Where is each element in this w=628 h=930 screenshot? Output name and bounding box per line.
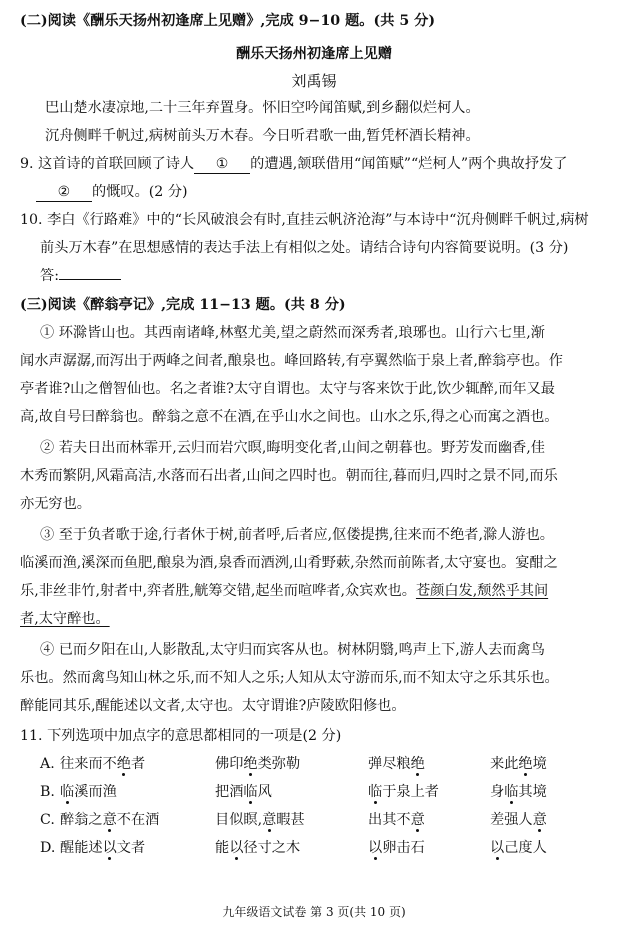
paragraph-1-line-1: ① 环滁皆山也。其西南诸峰,林壑尤美,望之蔚然而深秀者,琅琊也。山行六七里,渐 — [40, 325, 545, 341]
option-phrase — [60, 754, 145, 774]
option-phrase — [368, 754, 425, 774]
phrase-text: 文者 — [116, 840, 146, 856]
option-phrase — [60, 782, 117, 802]
phrase-text: 风 — [257, 784, 272, 800]
question-9-blank-2: ② — [36, 183, 92, 202]
phrase-text: 其境 — [518, 784, 547, 800]
poem-line-2: 沉舟侧畔千帆过,病树前头万木春。今日听君歌一曲,暂凭杯酒长精神。 — [45, 128, 480, 144]
dotted-character: 以 — [102, 840, 117, 856]
question-10-line-2: 前头万木春”在思想感情的表达手法上有相似之处。请结合诗句内容简要说明。(3 分) — [40, 240, 569, 256]
dotted-character: 意 — [262, 812, 277, 828]
underlined-sentence-end: 者,太守醉也。 — [20, 611, 110, 627]
paragraph-4-line-3: 醉能同其乐,醒能述以文者,太守也。太守谓谁?庐陵欧阳修也。 — [20, 698, 406, 714]
question-9-text-c: 的慨叹。(2 分) — [92, 184, 188, 200]
option-phrase — [490, 838, 547, 858]
option-phrase — [490, 810, 547, 830]
option-label: B. — [40, 784, 55, 800]
paragraph-3-line-3 — [20, 581, 548, 601]
option-phrase — [490, 782, 547, 802]
phrase-text: 能 — [215, 840, 230, 856]
option-phrase — [490, 754, 547, 774]
section-2-header: (二)阅读《酬乐天扬州初逢席上见赠》,完成 9−10 题。(共 5 分) — [20, 13, 436, 29]
question-9-text-b: 的遭遇,颔联借用“闻笛赋”“烂柯人”两个典故抒发了 — [250, 156, 568, 172]
paragraph-2-line-2: 木秀而繁阴,风霜高洁,水落而石出者,山间之四时也。朝而往,暮而归,四时之景不同,而乐 — [20, 468, 558, 484]
paragraph-1-line-4: 高,故自号曰醉翁也。醉翁之意不在酒,在乎山水之间也。山水之乐,得之心而寓之酒也。 — [20, 409, 559, 425]
phrase-text: 暇甚 — [276, 812, 305, 828]
phrase-text: 把酒 — [215, 784, 244, 800]
paragraph-3-line-2: 临溪而渔,溪深而鱼肥,酿泉为酒,泉香而酒洌,山肴野蔌,杂然而前陈者,太守宴也。宴酣之 — [20, 555, 558, 571]
phrase-text: 溪而渔 — [74, 784, 117, 800]
option-label: C. — [40, 812, 55, 828]
phrase-text: 身 — [490, 784, 505, 800]
underlined-sentence: 苍颜白发,颓然乎其间 — [415, 583, 549, 599]
paragraph-1-line-2: 闻水声潺潺,而泻出于两峰之间者,酿泉也。峰回路转,有亭翼然临于泉上者,醉翁亭也。作 — [20, 353, 563, 369]
dotted-character: 意 — [410, 812, 425, 828]
paragraph-3-line-1: ③ 至于负者歌于途,行者休于树,前者呼,后者应,伛偻提携,往来而不绝者,滁人游也。 — [40, 527, 554, 543]
page-footer: 九年级语文试卷 第 3 页(共 10 页) — [222, 905, 406, 919]
dotted-character: 绝 — [518, 756, 533, 772]
question-10-line-1: 10. 李白《行路难》中的“长风破浪会有时,直挂云帆济沧海”与本诗中“沉舟侧畔千帆过,病树 — [20, 212, 589, 228]
phrase-text: 于泉上者 — [382, 784, 439, 800]
question-9-blank-1: ① — [194, 155, 250, 174]
question-9-line-2 — [36, 182, 188, 202]
paragraph-3-text: 乐,非丝非竹,射者中,弈者胜,觥筹交错,起坐而喧哗者,众宾欢也。 — [20, 583, 416, 599]
phrase-text: 卵击石 — [382, 840, 425, 856]
question-9-line-1 — [20, 154, 567, 174]
option-phrase — [368, 810, 425, 830]
paragraph-3-line-4 — [20, 609, 110, 629]
option-phrase — [215, 754, 300, 774]
dotted-character: 以 — [368, 840, 383, 856]
answer-label: 答: — [40, 268, 59, 284]
phrase-text: 目似瞑, — [215, 812, 263, 828]
phrase-text: 醉翁之 — [60, 812, 103, 828]
question-9-text-a: 9. 这首诗的首联回顾了诗人 — [20, 156, 195, 172]
question-10-answer — [40, 266, 121, 286]
dotted-character: 绝 — [116, 756, 131, 772]
option-phrase — [368, 838, 425, 858]
option-phrase — [215, 810, 305, 830]
option-label: D. — [40, 840, 56, 856]
paragraph-2-line-1: ② 若夫日出而林霏开,云归而岩穴暝,晦明变化者,山间之朝暮也。野芳发而幽香,佳 — [40, 440, 545, 456]
option-phrase — [60, 810, 159, 830]
phrase-text: 来此 — [490, 756, 519, 772]
option-phrase — [215, 782, 272, 802]
paragraph-4-line-2: 乐也。然而禽鸟知山林之乐,而不知人之乐;人知从太守游而乐,而不知太守之乐其乐也。 — [20, 670, 559, 686]
phrase-text: 不在酒 — [116, 812, 160, 828]
phrase-text: 径寸之木 — [243, 840, 301, 856]
phrase-text: 佛印 — [215, 756, 244, 772]
dotted-character: 意 — [102, 812, 117, 828]
phrase-text: 者 — [130, 756, 146, 772]
phrase-text: 出其不 — [368, 812, 411, 828]
paragraph-1-line-3: 亭者谁?山之僧智仙也。名之者谁?太守自谓也。太守与客来饮于此,饮少辄醉,而年又最 — [20, 381, 555, 397]
poem-line-1: 巴山楚水凄凉地,二十三年弃置身。怀旧空吟闻笛赋,到乡翻似烂柯人。 — [45, 100, 480, 116]
question-11-stem: 11. 下列选项中加点字的意思都相同的一项是(2 分) — [20, 728, 342, 744]
option-phrase — [215, 838, 300, 858]
answer-blank — [59, 279, 121, 280]
phrase-text: 往来而不 — [60, 756, 117, 772]
phrase-text: 醒能述 — [60, 840, 103, 856]
dotted-character: 临 — [243, 784, 258, 800]
poem-title: 酬乐天扬州初逢席上见赠 — [235, 46, 393, 62]
option-label: A. — [40, 756, 55, 772]
phrase-text: 弹尽粮 — [368, 756, 411, 772]
option-phrase — [60, 838, 145, 858]
phrase-text: 差强人 — [490, 812, 533, 828]
paragraph-4-line-1: ④ 已而夕阳在山,人影散乱,太守归而宾客从也。树林阴翳,鸣声上下,游人去而禽鸟 — [40, 642, 545, 658]
dotted-character: 临 — [504, 784, 519, 800]
dotted-character: 绝 — [410, 756, 425, 772]
phrase-text: 己度人 — [504, 840, 547, 856]
dotted-character: 临 — [368, 784, 383, 800]
dotted-character: 绝 — [243, 756, 258, 772]
poem-author: 刘禹锡 — [291, 72, 337, 90]
dotted-character: 意 — [532, 812, 547, 828]
phrase-text: 类弥勒 — [257, 756, 301, 772]
option-phrase — [368, 782, 439, 802]
dotted-character: 以 — [229, 840, 244, 856]
paragraph-2-line-3: 亦无穷也。 — [20, 496, 91, 512]
phrase-text: 境 — [532, 756, 547, 772]
dotted-character: 以 — [490, 840, 505, 856]
section-3-header: (三)阅读《醉翁亭记》,完成 11−13 题。(共 8 分) — [20, 297, 346, 313]
dotted-character: 临 — [60, 784, 75, 800]
